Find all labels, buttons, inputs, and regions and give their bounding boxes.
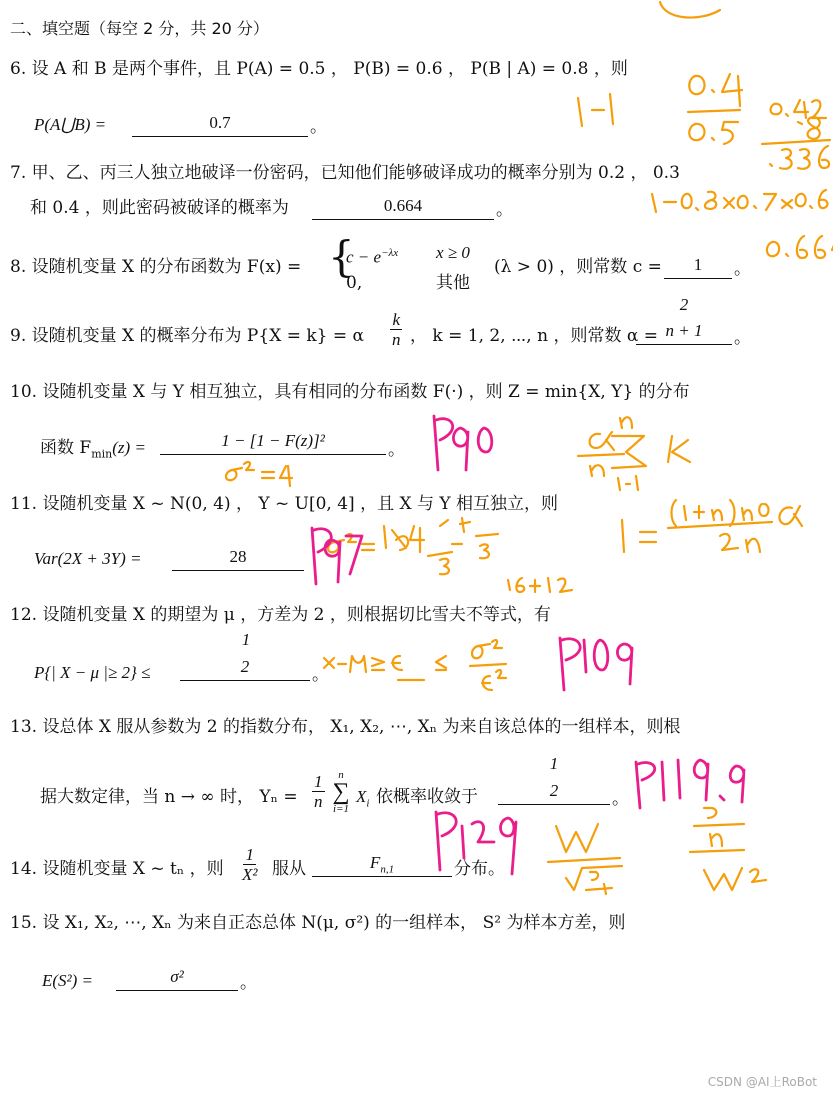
q13-end: 。 — [612, 789, 629, 809]
orange-note-0.5 — [689, 122, 738, 144]
q10-lhs — [40, 437, 146, 465]
q13-sum-term — [356, 786, 369, 814]
pink-note-109 — [584, 640, 632, 684]
orange-arc-mark — [660, 2, 720, 18]
q12-answer-num: 1 — [241, 630, 251, 649]
q11-line1: 11. 设随机变量 X ~ N(0, 4) ， Y ~ U[0, 4] ，且 X 与 Y 相互独立，则 — [10, 494, 559, 514]
watermark: CSDN @AI上RoBot — [707, 1075, 817, 1089]
orange-note-numerator — [672, 500, 769, 526]
q12-lhs: P{| X − μ |≥ 2} ≤ — [34, 663, 151, 682]
section-title: 二、填空题（每空 2 分，共 20 分） — [10, 19, 269, 38]
q11-answer: 28 — [172, 546, 304, 571]
orange-note-1-1 — [578, 94, 613, 126]
q9-lead: 9. 设随机变量 X 的概率分布为 P{X = k} = α — [10, 326, 364, 346]
q14-frac-den: X² — [242, 865, 258, 884]
orange-multiply-line — [762, 140, 830, 144]
q7-answer: 0.664 — [312, 195, 494, 220]
orange-note-leq — [436, 656, 446, 670]
orange-note-0.8 — [798, 117, 820, 139]
q15-line1: 15. 设 X₁, X₂, ⋯, Xₙ 为来自正态总体 N(μ, σ²) 的一组样本， S² 为样本方差，则 — [10, 913, 626, 933]
q8-case2-cond: 其他 — [436, 273, 470, 293]
orange-note-2n — [720, 534, 760, 552]
q15-end: 。 — [240, 973, 257, 993]
orange-note-sigma-over-eps — [470, 640, 506, 690]
q7-line2: 和 0.4 ，则此密码被破译的概率为 — [30, 198, 289, 218]
q15-answer: σ² — [116, 966, 238, 991]
orange-note-sqrt — [566, 866, 622, 894]
orange-note-sum — [612, 417, 646, 490]
q14-mid: 服从 — [272, 859, 306, 879]
q6-line1: 6. 设 A 和 B 是两个事件，且 P(A) = 0.5 ， P(B) = 0.6 ， P(B | A) = 0.8 ，则 — [10, 59, 628, 79]
q9-frac-num: k — [392, 310, 401, 329]
orange-note-sigma2 — [226, 462, 292, 486]
orange-note-alpha — [779, 506, 802, 526]
q10-lhs-sub: min — [91, 447, 113, 461]
q13-line2b: 依概率收敛于 — [376, 787, 478, 807]
q11-lhs: Var(2X + 3Y) = — [34, 549, 142, 568]
q8-lead: 8. 设随机变量 X 的分布函数为 F(x) = — [10, 257, 302, 277]
q13-answer-den: 2 — [498, 780, 610, 805]
q7-line1: 7. 甲、乙、丙三人独立地破译一份密码，已知他们能够破译成功的概率分别为 0.2 ， 0.3 — [10, 163, 680, 183]
pink-letter-P-109 — [560, 638, 580, 690]
q9-tail: ， k = 1, 2, ⋯, n ，则常数 α = — [410, 326, 658, 346]
q8-end: 。 — [734, 259, 751, 279]
pink-note-90 — [453, 428, 491, 470]
pink-letter-P-90 — [434, 416, 453, 470]
orange-note-0.664 — [767, 236, 833, 258]
pink-note-97 — [325, 536, 362, 582]
q6-end: 。 — [310, 117, 327, 137]
q14-end: 分布。 — [454, 859, 505, 879]
orange-note-k — [668, 436, 690, 462]
orange-note-.336 — [770, 146, 829, 169]
q14-answer — [312, 852, 452, 877]
orange-note-sigma2-b — [328, 534, 374, 552]
q9-fraction — [390, 310, 403, 349]
orange-note-W — [556, 824, 598, 852]
pink-note-119-97 — [662, 760, 744, 802]
q7-end: 。 — [496, 200, 513, 220]
q6-lhs: P(A⋃B) = — [34, 115, 107, 134]
q14-answer-f: F — [369, 853, 381, 872]
orange-fraction-line — [668, 522, 772, 528]
q13-line1: 13. 设总体 X 服从参数为 2 的指数分布， X₁, X₂, ⋯, Xₙ 为来自该总体的一组样本，则根 — [10, 717, 681, 737]
q10-answer: 1 − [1 − F(z)]² — [160, 430, 386, 455]
q12-line1: 12. 设随机变量 X 的期望为 μ ，方差为 2 ，则根据切比雪夫不等式，有 — [10, 605, 551, 625]
orange-note-Y-over-n — [694, 808, 744, 846]
q8-brace: { — [328, 232, 355, 281]
q12-answer-den: 2 — [180, 656, 310, 681]
q14-lead: 14. 设随机变量 X ~ tₙ ，则 — [10, 859, 224, 879]
q8-case1-expr: c − e — [346, 247, 382, 267]
q9-answer-den: n + 1 — [636, 320, 732, 345]
q10-line1: 10. 设随机变量 X 与 Y 相互独立，具有相同的分布函数 F(·) ，则 Z = min{X, Y} 的分布 — [10, 382, 690, 402]
q13-line2a: 据大数定律，当 n → ∞ 时， Yₙ = — [40, 787, 298, 807]
q14-fraction — [240, 845, 259, 884]
q13-avg-fraction — [312, 772, 325, 811]
orange-note-chebyshev-lhs — [324, 656, 424, 680]
q10-lhs-tail: (z) = — [112, 438, 146, 457]
q13-sum-bottom: i=1 — [333, 803, 349, 815]
q9-answer-num: 2 — [679, 295, 689, 314]
q9-end: 。 — [734, 328, 751, 348]
orange-note-alpha-over-n — [578, 432, 624, 476]
q13-sum-symbol: ∑ — [332, 779, 350, 805]
orange-note-16-plus-12 — [508, 578, 572, 592]
q14-frac-num: 1 — [245, 845, 254, 864]
q13-sum-top: n — [338, 769, 344, 781]
orange-note-complement — [652, 190, 827, 212]
q12-end: 。 — [312, 665, 329, 685]
q9-frac-den: n — [392, 330, 401, 349]
q13-answer-num: 1 — [549, 754, 559, 773]
orange-note-one-equals — [622, 520, 656, 552]
q15-lhs: E(S²) = — [42, 971, 94, 990]
orange-fraction-line-2 — [548, 858, 620, 862]
q8-case1 — [346, 242, 398, 269]
q10-end: 。 — [388, 440, 405, 460]
orange-note-0.42 — [771, 100, 826, 118]
orange-note-W2 — [704, 868, 766, 890]
q8-case2-expr: 0, — [346, 273, 363, 293]
q8-tail: (λ > 0) ，则常数 c = — [494, 257, 662, 277]
q13-frac-num: 1 — [314, 772, 323, 791]
q13-sum — [332, 770, 350, 814]
q13-frac-den: n — [314, 792, 323, 811]
pink-letter-P-97 — [312, 528, 331, 584]
orange-fraction-bar — [688, 110, 740, 112]
q6-answer: 0.7 — [132, 112, 308, 137]
q8-case1-exp: −λx — [381, 247, 399, 259]
q13-term-sub: i — [366, 797, 370, 810]
orange-note-variance-scribble — [384, 520, 462, 574]
q10-lhs-label: 函数 F — [40, 438, 92, 458]
orange-note-4-3 — [460, 518, 498, 558]
q14-answer-sub: n,1 — [380, 863, 395, 876]
q13-term-x: X — [356, 787, 367, 806]
q8-case1-cond: x ≥ 0 — [436, 243, 470, 262]
q8-answer: 1 — [664, 254, 732, 279]
orange-fraction-line-3 — [690, 850, 744, 852]
orange-note-0.4 — [689, 74, 742, 106]
pink-letter-P-119 — [636, 762, 655, 808]
